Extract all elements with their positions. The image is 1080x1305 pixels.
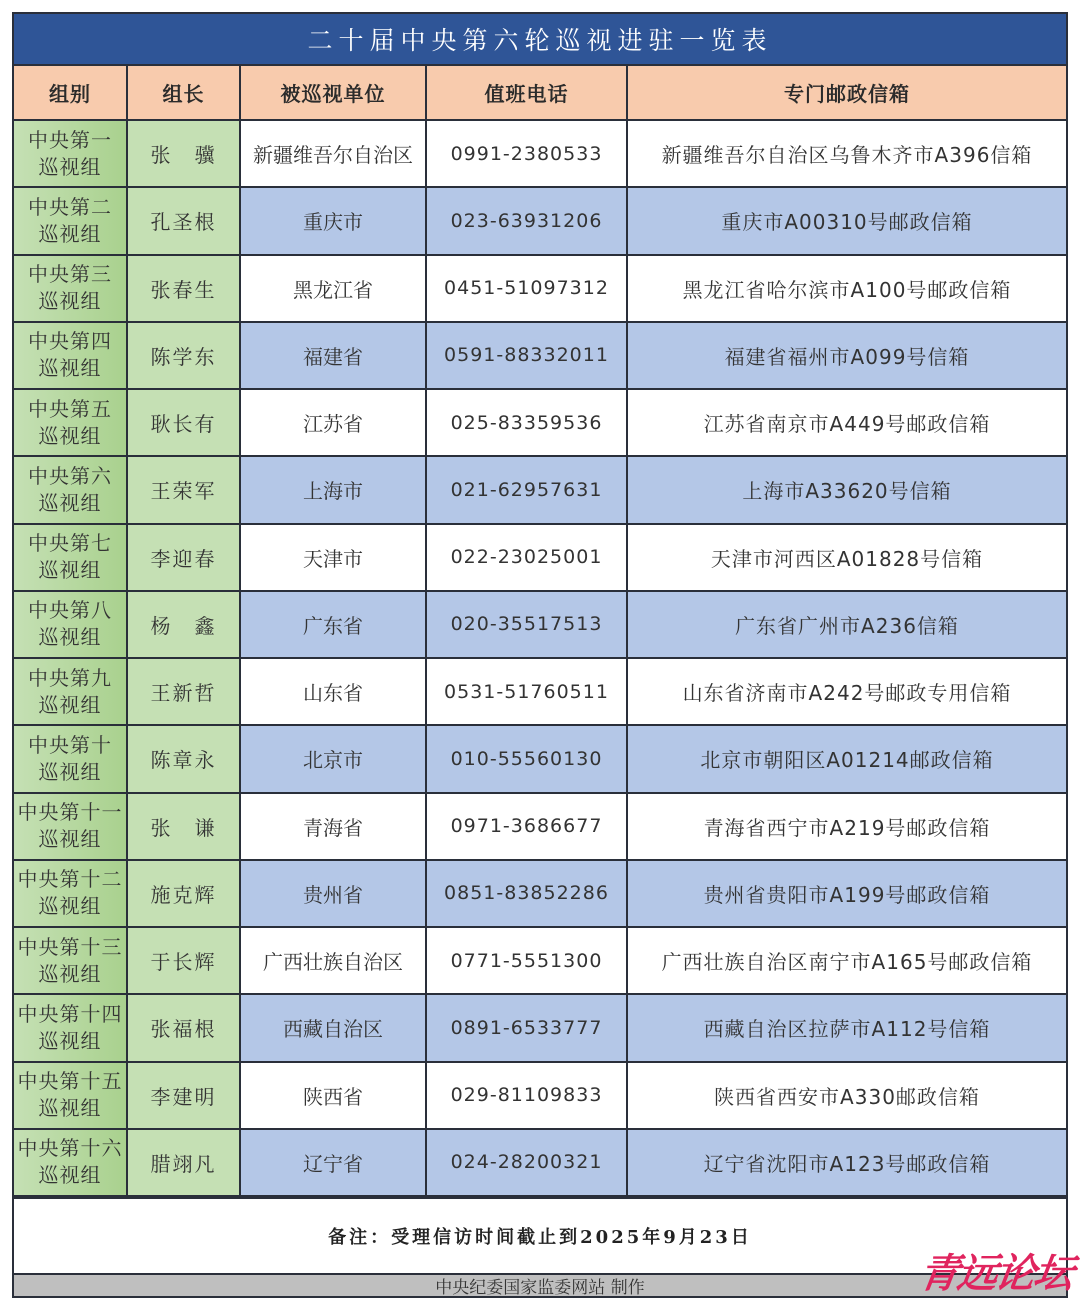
table-row (14, 120, 1066, 187)
group-cell: 中央第十四 巡视组 (14, 994, 127, 1061)
table-row (14, 322, 1066, 389)
footer-credit: 中央纪委国家监委网站 制作 (14, 1273, 1066, 1296)
inspection-table-sheet (12, 12, 1068, 1298)
phone-cell: 0991-2380533 (426, 120, 627, 187)
group-cell: 中央第五 巡视组 (14, 389, 127, 456)
unit-cell: 北京市 (240, 725, 426, 792)
group-cell: 中央第九 巡视组 (14, 658, 127, 725)
phone-cell: 0531-51760511 (426, 658, 627, 725)
header-phone: 值班电话 (426, 66, 627, 120)
unit-cell: 贵州省 (240, 860, 426, 927)
mailbox-cell: 新疆维吾尔自治区乌鲁木齐市A396信箱 (627, 120, 1066, 187)
leader-cell: 王新哲 (127, 658, 240, 725)
header-leader: 组长 (127, 66, 240, 120)
mailbox-cell: 辽宁省沈阳市A123号邮政信箱 (627, 1129, 1066, 1196)
unit-cell: 西藏自治区 (240, 994, 426, 1061)
unit-cell: 天津市 (240, 524, 426, 591)
phone-cell: 022-23025001 (426, 524, 627, 591)
unit-cell: 福建省 (240, 322, 426, 389)
header-mailbox: 专门邮政信箱 (627, 66, 1066, 120)
forum-watermark-logo: 青远论坛 (916, 1251, 1075, 1297)
mailbox-cell: 青海省西宁市A219号邮政信箱 (627, 793, 1066, 860)
phone-cell: 0451-51097312 (426, 255, 627, 322)
table-row (14, 524, 1066, 591)
leader-cell: 张福根 (127, 994, 240, 1061)
leader-cell: 张春生 (127, 255, 240, 322)
unit-cell: 青海省 (240, 793, 426, 860)
unit-cell: 辽宁省 (240, 1129, 426, 1196)
leader-cell: 杨 鑫 (127, 591, 240, 658)
phone-cell: 025-83359536 (426, 389, 627, 456)
phone-cell: 0851-83852286 (426, 860, 627, 927)
mailbox-cell: 黑龙江省哈尔滨市A100号邮政信箱 (627, 255, 1066, 322)
group-cell: 中央第十六 巡视组 (14, 1129, 127, 1196)
leader-cell: 张 骥 (127, 120, 240, 187)
group-cell: 中央第十 巡视组 (14, 725, 127, 792)
leader-cell: 孔圣根 (127, 187, 240, 254)
phone-cell: 0771-5551300 (426, 927, 627, 994)
leader-cell: 陈学东 (127, 322, 240, 389)
unit-cell: 陕西省 (240, 1062, 426, 1129)
mailbox-cell: 西藏自治区拉萨市A112号信箱 (627, 994, 1066, 1061)
deadline-note: 备注：受理信访时间截止到2025年9月23日 (14, 1197, 1066, 1273)
leader-cell: 耿长有 (127, 389, 240, 456)
group-cell: 中央第三 巡视组 (14, 255, 127, 322)
unit-cell: 新疆维吾尔自治区 (240, 120, 426, 187)
unit-cell: 上海市 (240, 456, 426, 523)
leader-cell: 李迎春 (127, 524, 240, 591)
table-row (14, 255, 1066, 322)
mailbox-cell: 天津市河西区A01828号信箱 (627, 524, 1066, 591)
mailbox-cell: 江苏省南京市A449号邮政信箱 (627, 389, 1066, 456)
mailbox-cell: 福建省福州市A099号信箱 (627, 322, 1066, 389)
unit-cell: 重庆市 (240, 187, 426, 254)
table-row (14, 1062, 1066, 1129)
phone-cell: 0971-3686677 (426, 793, 627, 860)
group-cell: 中央第十三 巡视组 (14, 927, 127, 994)
mailbox-cell: 重庆市A00310号邮政信箱 (627, 187, 1066, 254)
header-unit: 被巡视单位 (240, 66, 426, 120)
group-cell: 中央第一 巡视组 (14, 120, 127, 187)
leader-cell: 张 谦 (127, 793, 240, 860)
table-row (14, 1129, 1066, 1196)
leader-cell: 于长辉 (127, 927, 240, 994)
phone-cell: 020-35517513 (426, 591, 627, 658)
leader-cell: 王荣军 (127, 456, 240, 523)
unit-cell: 山东省 (240, 658, 426, 725)
phone-cell: 029-81109833 (426, 1062, 627, 1129)
group-cell: 中央第二 巡视组 (14, 187, 127, 254)
phone-cell: 023-63931206 (426, 187, 627, 254)
leader-cell: 腊翊凡 (127, 1129, 240, 1196)
table-row (14, 187, 1066, 254)
group-cell: 中央第十一 巡视组 (14, 793, 127, 860)
table-row (14, 658, 1066, 725)
leader-cell: 陈章永 (127, 725, 240, 792)
header-row (14, 66, 1066, 120)
phone-cell: 021-62957631 (426, 456, 627, 523)
mailbox-cell: 陕西省西安市A330邮政信箱 (627, 1062, 1066, 1129)
table-row (14, 389, 1066, 456)
group-cell: 中央第八 巡视组 (14, 591, 127, 658)
group-cell: 中央第四 巡视组 (14, 322, 127, 389)
table-row (14, 725, 1066, 792)
mailbox-cell: 北京市朝阳区A01214邮政信箱 (627, 725, 1066, 792)
phone-cell: 024-28200321 (426, 1129, 627, 1196)
group-cell: 中央第七 巡视组 (14, 524, 127, 591)
leader-cell: 李建明 (127, 1062, 240, 1129)
table-title: 二十届中央第六轮巡视进驻一览表 (14, 14, 1066, 66)
group-cell: 中央第十二 巡视组 (14, 860, 127, 927)
mailbox-cell: 山东省济南市A242号邮政专用信箱 (627, 658, 1066, 725)
header-group: 组别 (14, 66, 127, 120)
table-row (14, 456, 1066, 523)
unit-cell: 黑龙江省 (240, 255, 426, 322)
mailbox-cell: 上海市A33620号信箱 (627, 456, 1066, 523)
unit-cell: 江苏省 (240, 389, 426, 456)
group-cell: 中央第十五 巡视组 (14, 1062, 127, 1129)
phone-cell: 0591-88332011 (426, 322, 627, 389)
table-row (14, 860, 1066, 927)
mailbox-cell: 广西壮族自治区南宁市A165号邮政信箱 (627, 927, 1066, 994)
unit-cell: 广东省 (240, 591, 426, 658)
inspection-table (14, 66, 1066, 1197)
table-row (14, 994, 1066, 1061)
unit-cell: 广西壮族自治区 (240, 927, 426, 994)
group-cell: 中央第六 巡视组 (14, 456, 127, 523)
mailbox-cell: 贵州省贵阳市A199号邮政信箱 (627, 860, 1066, 927)
phone-cell: 010-55560130 (426, 725, 627, 792)
table-row (14, 927, 1066, 994)
phone-cell: 0891-6533777 (426, 994, 627, 1061)
table-row (14, 591, 1066, 658)
mailbox-cell: 广东省广州市A236信箱 (627, 591, 1066, 658)
leader-cell: 施克辉 (127, 860, 240, 927)
table-row (14, 793, 1066, 860)
